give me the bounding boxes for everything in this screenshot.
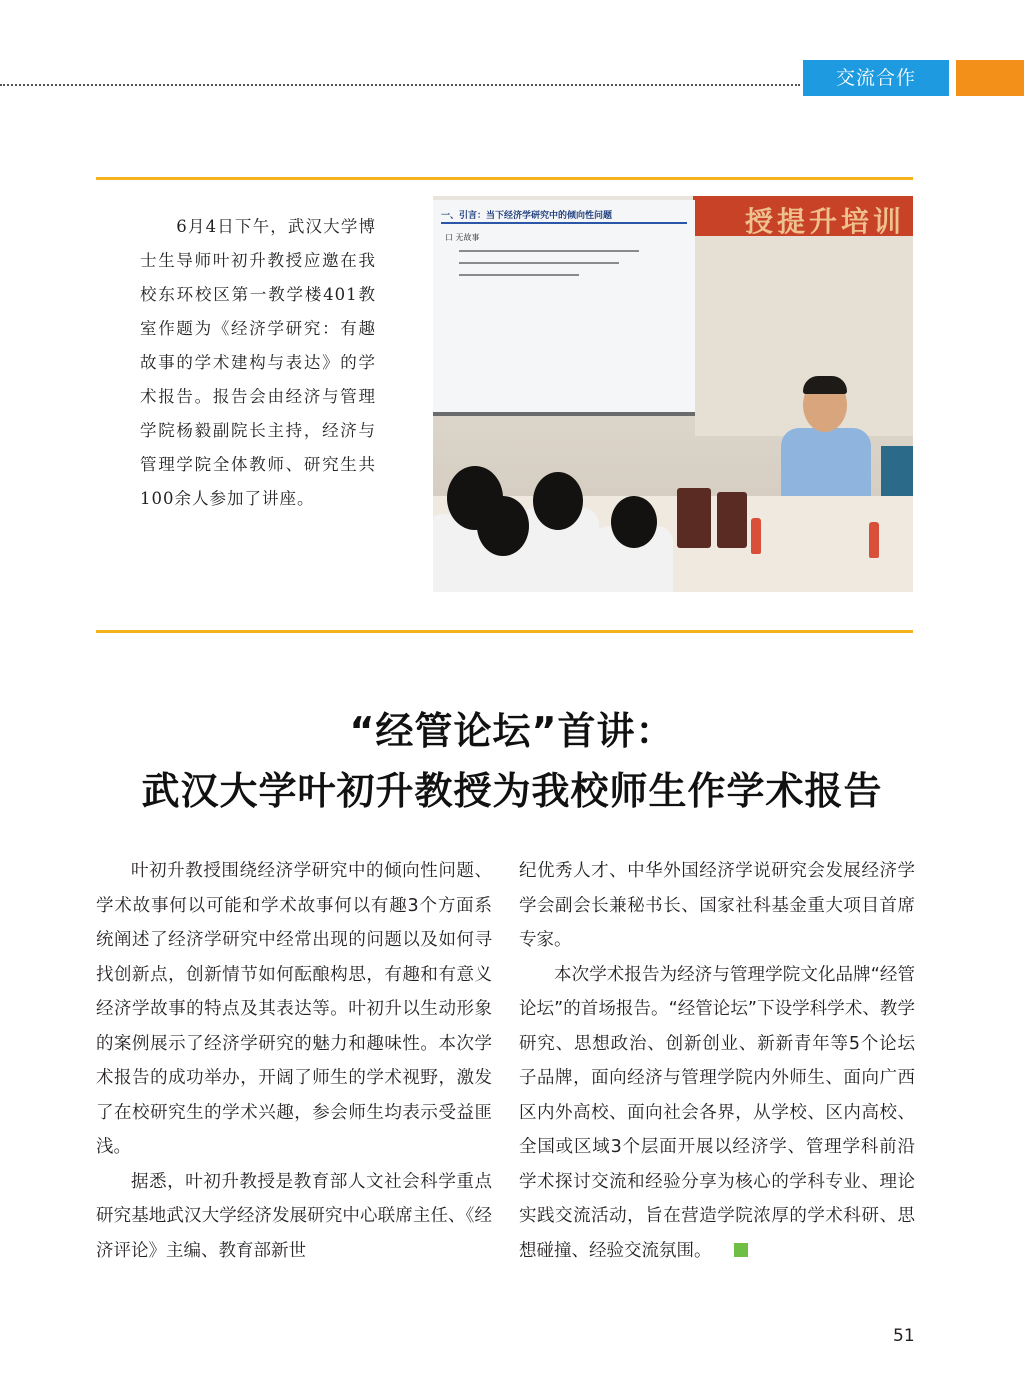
speaker-hair (803, 376, 847, 394)
body-column-right (519, 854, 915, 1268)
chair (677, 488, 711, 548)
section-tag: 交流合作 (803, 60, 949, 96)
projection-screen (433, 200, 695, 416)
headline-line-1: “经管论坛”首讲： (349, 709, 675, 753)
slide-subtitle: 口 无故事 (445, 233, 480, 242)
slide-title: 一、引言：当下经济学研究中的倾向性问题 (441, 211, 613, 221)
article-end-mark-icon (734, 1243, 748, 1257)
slide-text-line (459, 250, 639, 252)
body-paragraph: 叶初升教授围绕经济学研究中的倾向性问题、学术故事何以可能和学术故事何以有趣3个方面系统阐述了经济学研究中经常出现的问题以及如何寻找创新点，创新情节如何酝酿构思，有趣和有意义经济学故事的特点及其表达等。叶初升以生动形象的案例展示了经济学研究的魅力和趣味性。本次学术报告的成功举办，开阔了师生的学术视野，激发了在校研究生的学术兴趣，参会师生均表示受益匪浅。 (96, 861, 492, 1157)
body-paragraph: 纪优秀人才、中华外国经济学说研究会发展经济学学会副会长兼秘书长、国家社科基金重大项目首席专家。 (519, 861, 915, 950)
caption-top-rule (96, 177, 913, 180)
slide-text-line (459, 262, 619, 264)
water-bottle (751, 518, 761, 554)
body-paragraph: 据悉，叶初升教授是教育部人文社会科学重点研究基地武汉大学经济发展研究中心联席主任、《经济评论》主编、教育部新世 (96, 1171, 492, 1261)
photo-caption: 6月4日下午，武汉大学博士生导师叶初升教授应邀在我校东环校区第一教学楼401教室作题为《经济学研究：有趣故事的学术建构与表达》的学术报告。报告会由经济与管理学院杨毅副院长主持，经济与管理学院全体教师、研究生共100余人参加了讲座。 (140, 217, 376, 508)
section-accent-block (956, 60, 1024, 96)
audience-head (477, 496, 529, 556)
audience-head (533, 472, 583, 530)
audience-head (611, 496, 657, 548)
water-bottle (869, 522, 879, 558)
chair (717, 492, 747, 548)
caption-bottom-rule (96, 630, 913, 633)
slide-title-bar (441, 222, 687, 224)
body-column-left (96, 854, 492, 1268)
headline-line-2: 武汉大学叶初升教授为我校师生作学术报告 (141, 769, 883, 813)
header-dotted-rule (0, 84, 800, 86)
photo-banner-text: 授提升培训 (744, 205, 905, 238)
lecture-photo (433, 196, 913, 592)
body-paragraph (519, 958, 915, 1269)
page-number: 51 (893, 1326, 915, 1346)
body-paragraph-text: 本次学术报告为经济与管理学院文化品牌“经管论坛”的首场报告。“经管论坛”下设学科学术、教学研究、思想政治、创新创业、新新青年等5个论坛子品牌，面向经济与管理学院内外师生、面向广西区内外高校、面向社会各界，从学校、区内高校、全国或区域3个层面开展以经济学、管理学科前沿学术探讨交流和经验分享为核心的学科专业、理论实践交流活动，旨在营造学院浓厚的学术科研、思想碰撞、经验交流氛围。 (519, 964, 915, 1261)
slide-text-line (459, 274, 579, 276)
